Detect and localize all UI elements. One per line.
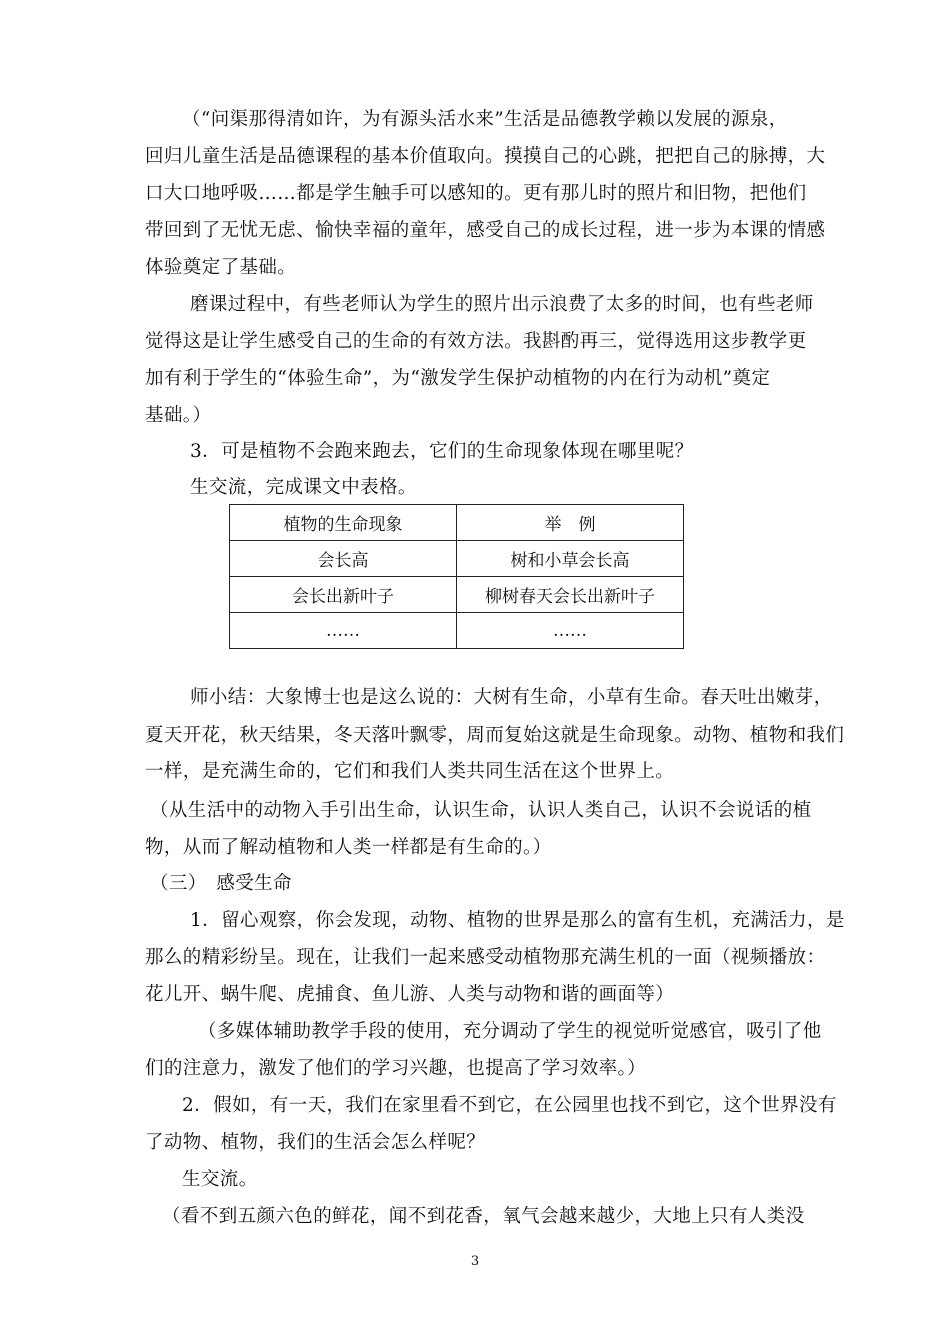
- paragraph-line: 夏天开花，秋天结果，冬天落叶飘零，周而复始这就是生命现象。动物、植物和我们: [145, 725, 845, 746]
- table-row: [230, 613, 684, 649]
- plant-life-table: [229, 504, 684, 649]
- table-row: [230, 541, 684, 577]
- paragraph-line: （多媒体辅助教学手段的使用，充分调动了学生的视觉听觉感官，吸引了他: [198, 1021, 822, 1042]
- page-number: 3: [470, 1254, 480, 1269]
- paragraph-line: 3．可是植物不会跑来跑去，它们的生命现象体现在哪里呢？: [190, 441, 694, 462]
- paragraph-line: 口大口地呼吸……都是学生触手可以感知的。更有那儿时的照片和旧物，把他们: [145, 183, 807, 204]
- section-heading: （三） 感受生命: [150, 873, 292, 894]
- paragraph-line: 体验奠定了基础。: [145, 257, 297, 278]
- paragraph-line: 那么的精彩纷呈。现在，让我们一起来感受动植物那充满生机的一面（视频播放：: [145, 947, 826, 968]
- table-cell: ……: [457, 613, 684, 649]
- table-cell: 会长出新叶子: [230, 577, 457, 613]
- table-row: [230, 577, 684, 613]
- paragraph-line: （从生活中的动物入手引出生命，认识生命，认识人类自己，认识不会说话的植: [150, 800, 812, 821]
- paragraph-line: 们的注意力，激发了他们的学习兴趣，也提高了学习效率。）: [145, 1058, 647, 1079]
- paragraph-line: 2．假如，有一天，我们在家里看不到它，在公园里也找不到它，这个世界没有: [182, 1095, 837, 1116]
- paragraph-line: 花儿开、蜗牛爬、虎捕食、鱼儿游、人类与动物和谐的画面等）: [145, 984, 675, 1005]
- table-cell: 柳树春天会长出新叶子: [457, 577, 684, 613]
- paragraph-line: （看不到五颜六色的鲜花，闻不到花香，氧气会越来越少，大地上只有人类没: [162, 1206, 805, 1227]
- table-header-row: [230, 505, 684, 541]
- table-cell: ……: [230, 613, 457, 649]
- paragraph-line: 师小结：大象博士也是这么说的：大树有生命，小草有生命。春天吐出嫩芽，: [190, 687, 833, 708]
- paragraph-line: 1．留心观察，你会发现，动物、植物的世界是那么的富有生机，充满活力，是: [190, 910, 845, 931]
- paragraph-line: 基础。）: [145, 405, 212, 426]
- paragraph-line: 了动物、植物，我们的生活会怎么样呢？: [145, 1132, 486, 1153]
- paragraph-line: 生交流，完成课文中表格。: [190, 477, 417, 498]
- paragraph-line: 回归儿童生活是品德课程的基本价值取向。摸摸自己的心跳，把把自己的脉搏，大: [145, 146, 826, 167]
- paragraph-line: 带回到了无忧无虑、愉快幸福的童年，感受自己的成长过程，进一步为本课的情感: [145, 220, 826, 241]
- table-header-cell: 植物的生命现象: [230, 505, 457, 541]
- paragraph-line: （“问渠那得清如许，为有源头活水来”生活是品德教学赖以发展的源泉，: [182, 109, 788, 130]
- paragraph-line: 一样，是充满生命的，它们和我们人类共同生活在这个世界上。: [145, 761, 675, 782]
- paragraph-line: 物，从而了解动植物和人类一样都是有生命的。）: [145, 837, 552, 858]
- table-header-cell: 举 例: [457, 505, 684, 541]
- paragraph-line: 磨课过程中，有些老师认为学生的照片出示浪费了太多的时间，也有些老师: [190, 294, 814, 315]
- paragraph-line: 生交流。: [182, 1169, 258, 1190]
- table-cell: 树和小草会长高: [457, 541, 684, 577]
- paragraph-line: 觉得这是让学生感受自己的生命的有效方法。我斟酌再三，觉得选用这步教学更: [145, 331, 807, 352]
- table-cell: 会长高: [230, 541, 457, 577]
- paragraph-line: 加有利于学生的“体验生命”，为“激发学生保护动植物的内在行为动机”奠定: [145, 368, 771, 389]
